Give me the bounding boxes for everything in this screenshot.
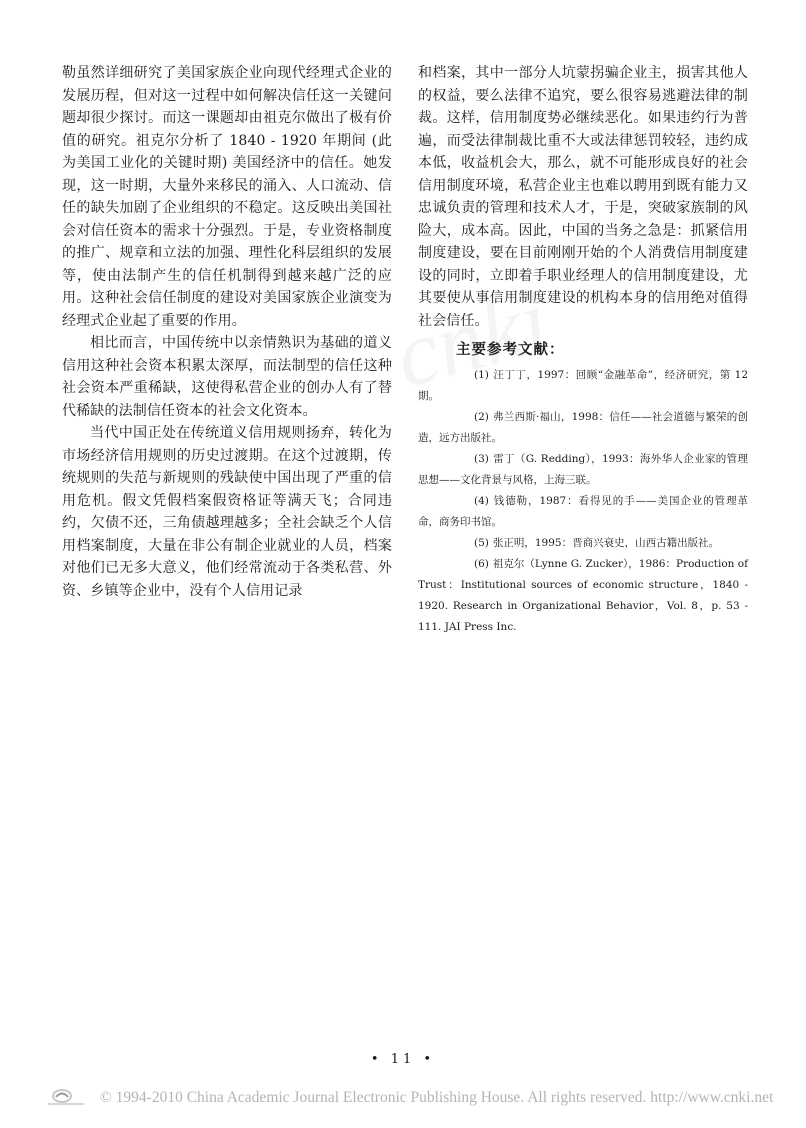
reference-number: (5) [474,537,489,549]
reference-item [418,449,748,491]
reference-text: 祖克尔（Lynne G. Zucker），1986：Production of Trust：Institutional sources of economic structure，1840 - 1920. Research in Organizational Behavior，Vol. 8，p. 53 - 111. JAI Press Inc. [418,558,748,633]
reference-item [418,365,748,407]
reference-text: 汪丁丁，1997：回顾“金融革命”，经济研究，第 12 期。 [418,369,748,402]
left-column [62,62,392,602]
reference-item [418,491,748,533]
paragraph: 勒虽然详细研究了美国家族企业向现代经理式企业的发展历程，但对这一过程中如何解决信任这一关键问题却很少探讨。而这一课题却由祖克尔做出了极有价值的研究。祖克尔分析了 1840 - 1920 年期间 (此为美国工业化的关键时期) 美国经济中的信任。她发现，这一时期，大量外来移民的涌入、人口流动、信任的缺失加剧了企业组织的不稳定。这反映出美国社会对信任资本的需求十分强烈。于是，专业资格制度的推广、规章和立法的加强、理性化科层组织的发展等，使由法制产生的信任机制得到越来越广泛的应用。这种社会信任制度的建设对美国家族企业演变为经理式企业起了重要的作用。 [62,65,392,329]
paragraph: 相比而言，中国传统中以亲情熟识为基础的道义信用这种社会资本积累太深厚，而法制型的信任这种社会资本严重稀缺，这使得私营企业的创办人有了替代稀缺的法制信任资本的社会文化资本。 [62,335,392,419]
reference-item [418,554,748,638]
paragraph: 当代中国正处在传统道义信用规则扬弃，转化为市场经济信用规则的历史过渡期。在这个过渡期，传统规则的失范与新规则的残缺使中国出现了严重的信用危机。假文凭假档案假资格证等满天飞；合同违约，欠债不还，三角债越理越多；全社会缺乏个人信用档案制度，大量在非公有制企业就业的人员，档案对他们已无多大意义，他们经常流动于各类私营、外资、乡镇等企业中，没有个人信用记录 [62,425,392,599]
references-heading: 主要参考文献： [456,341,565,358]
reference-text: 弗兰西斯·福山，1998：信任——社会道德与繁荣的创造，远方出版社。 [418,411,748,444]
paragraph: 和档案，其中一部分人坑蒙拐骗企业主，损害其他人的权益，要么法律不追究，要么很容易逃避法律的制裁。这样，信用制度势必继续恶化。如果违约行为普遍，而受法律制裁比重不大或法律惩罚较轻，违约成本低，收益机会大，那么，就不可能形成良好的社会信用制度环境，私营企业主也难以聘用到既有能力又忠诚负责的管理和技术人才，于是，突破家族制的风险大，成本高。因此，中国的当务之急是：抓紧信用制度建设，要在目前刚刚开始的个人消费信用制度建设的同时，立即着手职业经理人的信用制度建设，尤其要使从事信用制度建设的机构本身的信用绝对值得社会信任。 [418,65,748,329]
reference-number: (1) [474,369,489,381]
page-number: • 11 • [370,1052,436,1067]
reference-list [418,365,748,638]
reference-text: 雷丁（G. Redding），1993：海外华人企业家的管理思想——文化背景与风格，上海三联。 [418,453,748,486]
reference-text: 钱德勒，1987：看得见的手——美国企业的管理革命，商务印书馆。 [418,495,748,528]
reference-number: (3) [474,453,489,465]
right-column [418,62,748,638]
copyright-footer [46,1086,806,1110]
reference-number: (2) [474,411,489,423]
journal-logo-icon [46,1088,86,1108]
copyright-text: © 1994-2010 China Academic Journal Electronic Publishing House. All rights reserved. http://www.cnki.net [100,1089,774,1106]
reference-item [418,533,748,554]
reference-item [418,407,748,449]
reference-number: (6) [474,558,489,570]
reference-number: (4) [474,495,489,507]
reference-text: 张正明，1995：晋商兴衰史，山西古籍出版社。 [492,537,720,549]
